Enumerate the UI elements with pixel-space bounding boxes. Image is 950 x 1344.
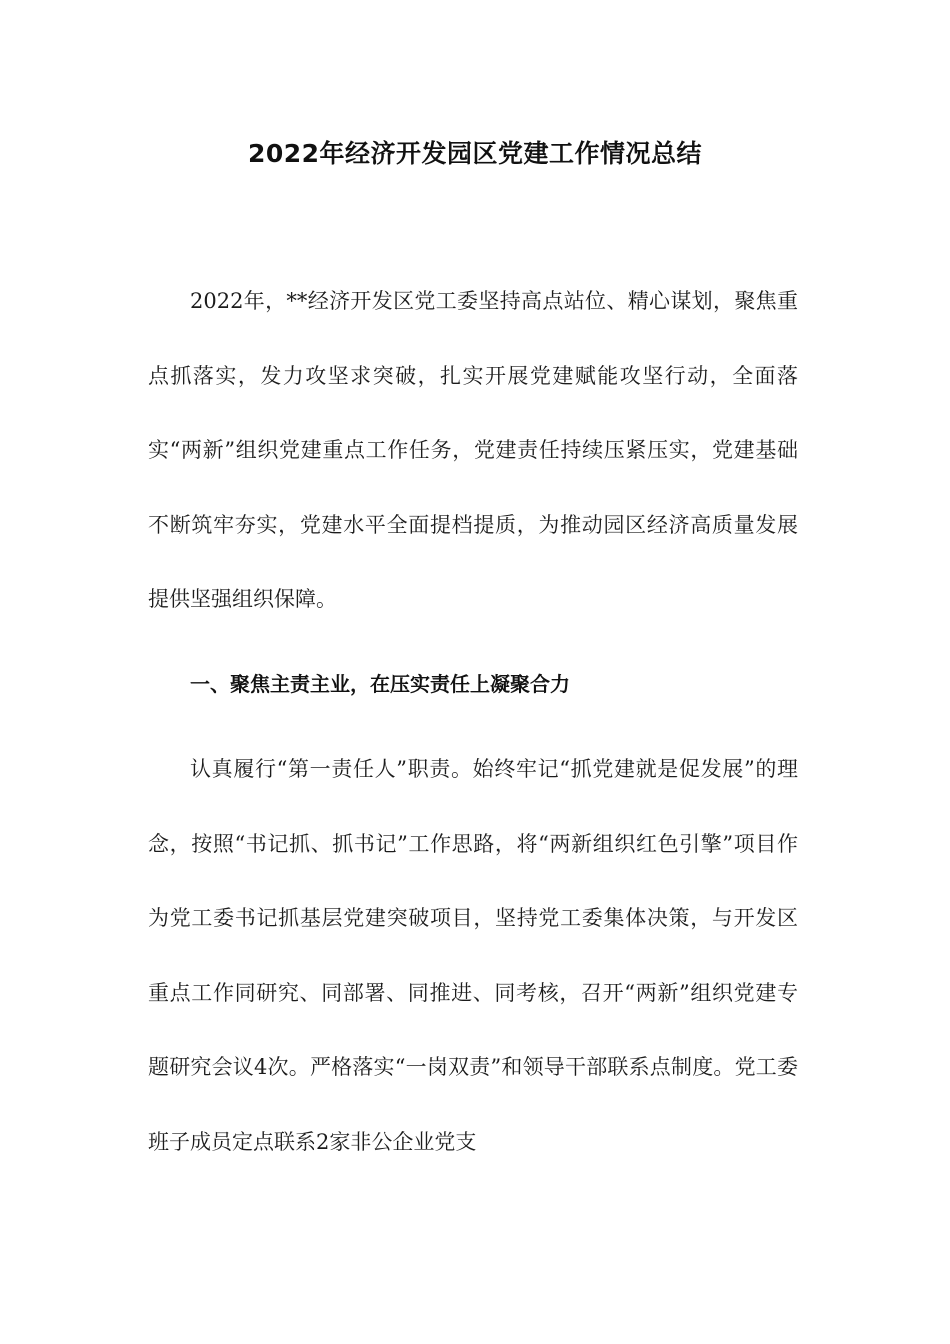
section-1-paragraph: 认真履行“第一责任人”职责。始终牢记“抓党建就是促发展”的理念，按照“书记抓、抓书记”工作思路，将“两新组织红色引擎”项目作为党工委书记抓基层党建突破项目，坚持党工委集体决策，与开发区重点工作同研究、同部署、同推进、同考核，召开“两新”组织党建专题研究会议4次。严格落实“一岗双责”和领导干部联系点制度。党工委班子成员定点联系2家非公企业党支 (148, 757, 798, 1154)
document-title: 2022年经济开发园区党建工作情况总结 (247, 139, 703, 168)
section-heading-1: 一、聚焦主责主业，在压实责任上凝聚合力 (190, 672, 570, 696)
intro-paragraph: 2022年，**经济开发区党工委坚持高点站位、精心谋划，聚焦重点抓落实，发力攻坚求突破，扎实开展党建赋能攻坚行动，全面落实“两新”组织党建重点工作任务，党建责任持续压紧压实，党建基础不断筑牢夯实，党建水平全面提档提质，为推动园区经济高质量发展提供坚强组织保障。 (148, 289, 798, 611)
